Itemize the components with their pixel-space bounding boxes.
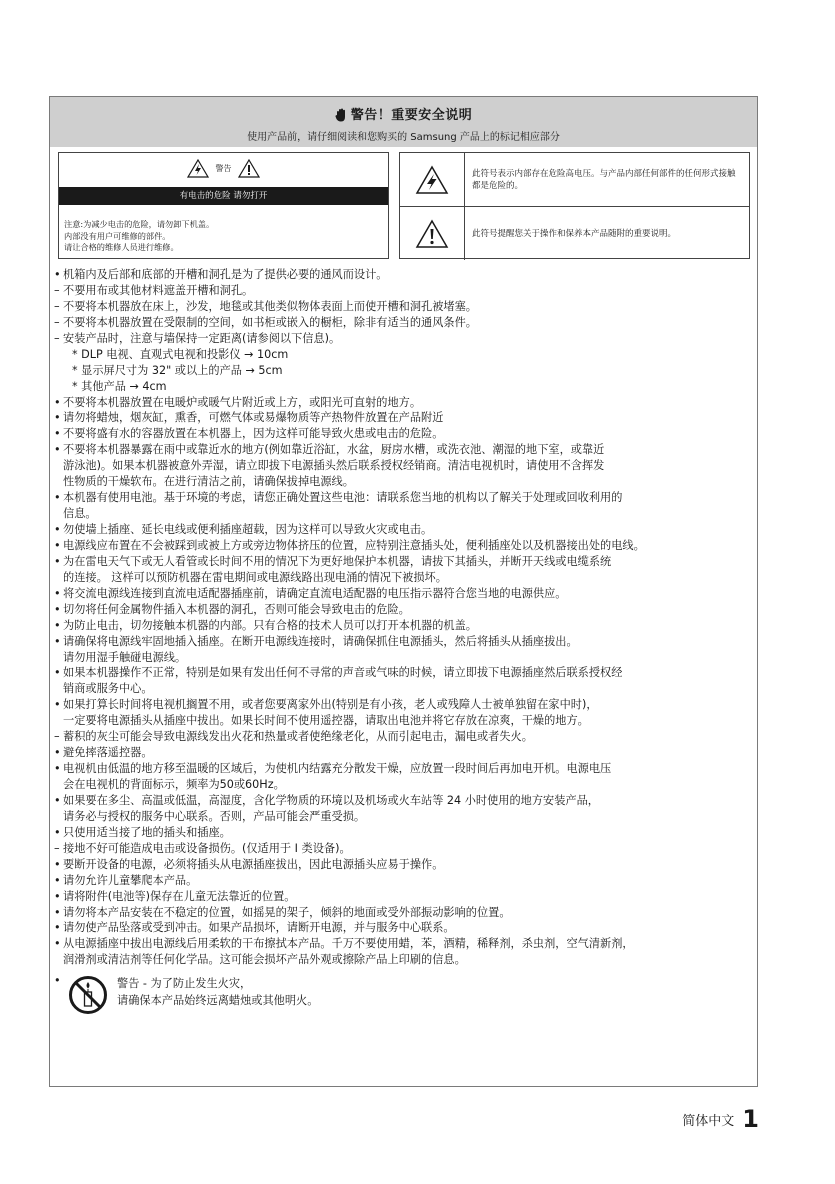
- item-continuation: [54, 379, 756, 395]
- item-text: 一定要将电源插头从插座中拔出。如果长时间不使用遥控器，请取出电池并将它存放在凉爽，干燥的地方。: [63, 714, 589, 728]
- item-text: • 本机器有使用电池。基于环境的考虑，请您正确处置这些电池：请联系您当地的机构以了解关于处理或回收利用的: [63, 491, 623, 505]
- dash-item: [54, 729, 756, 745]
- item-text: • 将交流电源线连接到直流电适配器插座前，请确定直流电适配器的电压指示器符合您当地的电源供应。: [63, 586, 567, 600]
- bullet-item: [54, 426, 756, 442]
- candle-warning-line1: 警告 - 为了防止发生火灾，: [117, 977, 252, 991]
- lightning-triangle-icon: [187, 159, 209, 178]
- bullet-item: [54, 889, 756, 905]
- item-text: • 请勿将蜡烛，烟灰缸，熏香，可燃气体或易爆物质等产热物件放置在产品附近: [63, 411, 444, 425]
- item-continuation: [54, 474, 756, 490]
- item-continuation: [54, 713, 756, 729]
- bullet-item: [54, 793, 756, 809]
- bullet-item: [54, 395, 756, 411]
- item-continuation: [54, 570, 756, 586]
- bullet-item: [54, 618, 756, 634]
- bullet-item: [54, 697, 756, 713]
- caution-bar: 有电击的危险 请勿打开: [59, 187, 388, 205]
- bullet-item: [54, 602, 756, 618]
- caution-word: 警告: [215, 164, 232, 173]
- bullet-item: [54, 920, 756, 936]
- bullet-item: [54, 538, 756, 554]
- no-candle-icon: [68, 975, 108, 1015]
- item-text: – 不要用布或其他材料遮盖开槽和洞孔。: [63, 283, 254, 297]
- item-text: • 不要将本机器暴露在雨中或靠近水的地方(例如靠近浴缸，水盆，厨房水槽，或洗衣池、潮湿的地下室，或靠近: [63, 443, 605, 457]
- caution-title-row: [59, 159, 388, 178]
- instructions-list: [54, 267, 756, 1020]
- header-title-row: [50, 104, 757, 123]
- bullet-item: [54, 665, 756, 681]
- item-text: • 要断开设备的电源，必须将插头从电源插座拔出，因此电源插头应易于操作。: [63, 857, 444, 871]
- item-text: * 显示屏尺寸为 32" 或以上的产品 → 5cm: [72, 363, 283, 377]
- bullet-item: [54, 586, 756, 602]
- item-continuation: [54, 681, 756, 697]
- symbol-text: 此符号提醒您关于操作和保养本产品随附的重要说明。: [472, 228, 677, 239]
- safety-instructions-box: [49, 96, 758, 1087]
- symbol-row-important: [400, 206, 749, 260]
- page-number: 1: [742, 1105, 759, 1133]
- item-text: 信息。: [63, 507, 97, 521]
- item-text: • 为在雷电天气下或无人看管或长时间不用的情况下为更好地保护本机器，请拔下其插头，并断开天线或电缆系统: [63, 554, 612, 568]
- bullet-item: [54, 267, 756, 283]
- item-continuation: [54, 363, 756, 379]
- lightning-triangle-icon: [415, 165, 449, 195]
- item-continuation: [54, 347, 756, 363]
- item-text: 的连接。 这样可以预防机器在雷电期间或电源线路出现电涌的情况下被损坏。: [63, 570, 447, 584]
- symbol-row-high-voltage: [400, 153, 749, 206]
- bullet-item: [54, 761, 756, 777]
- item-text: • 如果打算长时间将电视机搁置不用，或者您要离家外出(特别是有小孩，老人或残障人士被单独留在家中时)，: [63, 698, 598, 712]
- caution-note: 注意:为减少电击的危险，请勿卸下机盖。: [64, 219, 215, 229]
- item-text: • 切勿将任何金属物件插入本机器的洞孔，否则可能会导致电击的危险。: [63, 602, 410, 616]
- bullet-item: [54, 522, 756, 538]
- item-text: 请务必与授权的服务中心联系。否则，产品可能会严重受损。: [63, 809, 366, 823]
- caution-note: 请让合格的维修人员进行维修。: [64, 242, 179, 252]
- caution-label: [58, 152, 389, 259]
- item-continuation: [54, 506, 756, 522]
- caution-notes: [64, 219, 214, 254]
- item-text: * 其他产品 → 4cm: [72, 379, 167, 393]
- item-text: – 安装产品时，注意与墙保持一定距离(请参阅以下信息)。: [63, 331, 341, 345]
- bullet-item: [54, 745, 756, 761]
- footer-language: 简体中文: [682, 1113, 735, 1129]
- item-text: 润滑剂或清洁剂等任何化学品。这可能会损坏产品外观或擦除产品上印刷的信息。: [63, 953, 466, 967]
- item-text: 性物质的干燥软布。在进行清洁之前，请确保拔掉电源线。: [63, 475, 354, 489]
- dash-item: [54, 283, 756, 299]
- item-text: 游泳池)。如果本机器被意外弄湿，请立即拔下电源插头然后联系授权经销商。清洁电视机时，请使用不含挥发: [63, 459, 605, 473]
- item-text: • 如果要在多尘、高温或低温，高湿度，含化学物质的环境以及机场或火车站等 24 小时使用的地方安装产品，: [63, 793, 599, 807]
- item-continuation: [54, 777, 756, 793]
- item-text: • 电视机由低温的地方移至温暖的区域后，为使机内结露充分散发干燥，应放置一段时间后再加电开机。电源电压: [63, 762, 612, 776]
- instruction-lines: [54, 267, 756, 968]
- header-subtitle: 使用产品前，请仔细阅读和您购买的 Samsung 产品上的标记相应部分: [247, 132, 560, 143]
- candle-warning-line2: 请确保本产品始终远离蜡烛或其他明火。: [117, 994, 319, 1008]
- header-band: [50, 97, 757, 147]
- bullet-item: [54, 825, 756, 841]
- item-continuation: [54, 809, 756, 825]
- candle-warning: • 警告 - 为了防止发生火灾， 请确保本产品始终远离蜡烛或其他明火。: [54, 972, 756, 1020]
- header-title: 警告！重要安全说明: [350, 108, 473, 123]
- exclamation-triangle-icon: [415, 219, 449, 249]
- item-continuation: [54, 952, 756, 968]
- dash-item: [54, 331, 756, 347]
- item-text: • 请勿允许儿童攀爬本产品。: [63, 873, 198, 887]
- dash-item: [54, 299, 756, 315]
- bullet-item: [54, 410, 756, 426]
- bullet-item: [54, 857, 756, 873]
- item-text: • 勿使墙上插座、延长电线或便利插座超载，因为这样可以导致火灾或电击。: [63, 523, 433, 536]
- item-text: * DLP 电视、直观式电视和投影仪 → 10cm: [72, 347, 289, 361]
- exclamation-triangle-icon: [238, 159, 260, 178]
- item-continuation: [54, 458, 756, 474]
- item-text: • 不要将盛有水的容器放置在本机器上，因为这样可能导致火患或电击的危险。: [63, 427, 444, 441]
- item-text: 销商或服务中心。: [63, 682, 153, 696]
- item-text: • 避免摔落遥控器。: [63, 746, 153, 760]
- bullet-item: [54, 936, 756, 952]
- item-text: • 请确保将电源线牢固地插入插座。在断开电源线连接时，请确保抓住电源插头，然后将插头从插座拔出。: [63, 634, 578, 648]
- bullet-item: [54, 634, 756, 650]
- item-text: • 不要将本机器放置在电暖炉或暖气片附近或上方，或阳光可直射的地方。: [63, 395, 422, 409]
- dash-item: [54, 841, 756, 857]
- item-text: • 从电源插座中拔出电源线后用柔软的干布擦拭本产品。千万不要使用蜡，苯，酒精，稀释剂，杀虫剂，空气清新剂，: [63, 937, 634, 951]
- item-text: • 请将附件(电池等)保存在儿童无法靠近的位置。: [63, 889, 296, 903]
- item-text: • 机箱内及后部和底部的开槽和洞孔是为了提供必要的通风而设计。: [63, 268, 388, 281]
- item-text: • 如果本机器操作不正常，特别是如果有发出任何不寻常的声音或气味的时候，请立即拔下电源插座然后联系授权经: [63, 666, 623, 680]
- item-text: • 为防止电击，切勿接触本机器的内部。只有合格的技术人员可以打开本机器的机盖。: [63, 618, 477, 632]
- item-text: • 只使用适当接了地的插头和插座。: [63, 825, 231, 839]
- bullet-item: [54, 442, 756, 458]
- item-text: • 请勿使产品坠落或受到冲击。如果产品损坏，请断开电源，并与服务中心联系。: [63, 921, 455, 935]
- symbol-legend: [399, 152, 750, 259]
- item-continuation: [54, 650, 756, 666]
- bullet-item: [54, 905, 756, 921]
- item-text: – 不要将本机器放在床上，沙发，地毯或其他类似物体表面上而使开槽和洞孔被堵塞。: [63, 299, 477, 313]
- item-text: 会在电视机的背面标示，频率为50或60Hz。: [63, 778, 285, 791]
- item-text: • 请勿将本产品安装在不稳定的位置，如摇晃的架子，倾斜的地面或受外部振动影响的位置。: [63, 905, 511, 919]
- dash-item: [54, 315, 756, 331]
- item-text: – 接地不好可能造成电击或设备损伤。(仅适用于 I 类设备)。: [63, 841, 351, 855]
- bullet-item: [54, 873, 756, 889]
- item-text: 请勿用湿手触碰电源线。: [63, 650, 187, 664]
- page-footer: [682, 1105, 759, 1133]
- item-text: – 不要将本机器放置在受限制的空间，如书柜或嵌入的橱柜，除非有适当的通风条件。: [63, 315, 477, 329]
- bullet-item: [54, 490, 756, 506]
- item-text: – 蓄积的灰尘可能会导致电源线发出火花和热量或者使绝缘老化，从而引起电击，漏电或者失火。: [63, 730, 533, 744]
- item-text: • 电源线应布置在不会被踩到或被上方或旁边物体挤压的位置，应特别注意插头处，便利插座处以及机器接出处的电线。: [63, 538, 645, 552]
- hand-warning-icon: [335, 108, 347, 122]
- bullet-item: [54, 554, 756, 570]
- caution-note: 内部没有用户可维修的部件。: [64, 230, 171, 241]
- symbol-text: 此符号表示内部存在危险高电压。与产品内部任何部件的任何形式接触都是危险的。: [472, 168, 736, 191]
